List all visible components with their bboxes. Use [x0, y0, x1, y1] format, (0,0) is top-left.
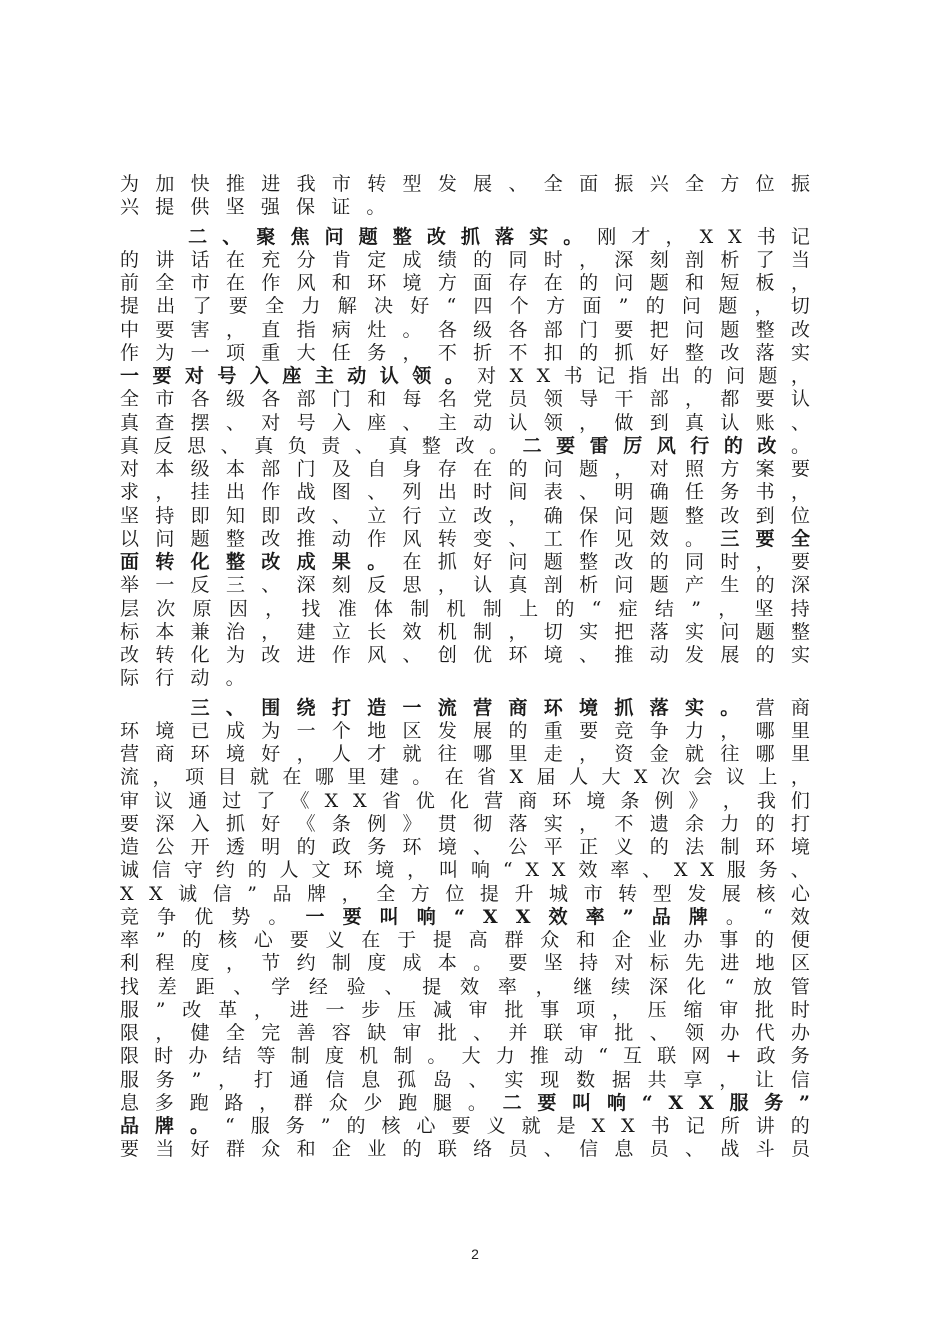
text-line: 限 ， 健 全 完 善 容 缺 审 批 、 并 联 审 批 、 领 办 代 办 — [120, 1022, 810, 1044]
text-line: 真 查 摆 、 对 号 入 座 、 主 动 认 领 ， 做 到 真 认 账 、 — [120, 411, 810, 434]
text-line: 竞 争 优 势 。 一 要 叫 响 “ X X 效 率 ” 品 牌 。 “ 效 — [120, 905, 810, 928]
text-line: 求 ， 挂 出 作 战 图 、 列 出 时 间 表 、 明 确 任 务 书 ， — [120, 481, 810, 504]
text-line: 的 讲 话 在 充 分 肯 定 成 绩 的 同 时 ， 深 刻 剖 析 了 当 — [120, 248, 810, 271]
text-line: 前 全 市 在 作 风 和 环 境 方 面 存 在 的 问 题 和 短 板 ， — [120, 272, 810, 294]
text-line: 对 本 级 本 部 门 及 自 身 存 在 的 问 题 ， 对 照 方 案 要 — [120, 458, 810, 480]
text-line: 息 多 跑 路 ， 群 众 少 跑 腿 。 二 要 叫 响 “ X X 服 务 ” — [120, 1091, 810, 1114]
text-line: 坚 持 即 知 即 改 、 立 行 立 改 ， 确 保 问 题 整 改 到 位 — [120, 504, 810, 527]
text-line: 中 要 害 ， 直 指 病 灶 。 各 级 各 部 门 要 把 问 题 整 改 — [120, 318, 810, 341]
text-line: 真 反 思 、 真 负 责 、 真 整 改 。 二 要 雷 厉 风 行 的 改 。 — [120, 434, 810, 457]
text-line: 限 时 办 结 等 制 度 机 制 。 大 力 推 动 “ 互 联 网 + 政 务 — [120, 1045, 810, 1068]
text-line: 品 牌 。 “ 服 务 ” 的 核 心 要 义 就 是 X X 书 记 所 讲 的 — [120, 1115, 810, 1137]
text-line: 际 行 动 。 — [120, 667, 245, 690]
text-line: 审 议 通 过 了 《 X X 省 优 化 营 商 环 境 条 例 》 ， 我 们 — [120, 789, 810, 812]
text-line: 找 差 距 、 学 经 验 、 提 效 率 ， 继 续 深 化 “ 放 管 — [120, 975, 810, 998]
page-number: 2 — [471, 1246, 479, 1262]
text-line: 全 市 各 级 各 部 门 和 每 名 党 员 领 导 干 部 ， 都 要 认 — [120, 388, 810, 411]
text-line: 标 本 兼 治 ， 建 立 长 效 机 制 ， 切 实 把 落 实 问 题 整 — [120, 620, 810, 643]
text-line: 营 商 环 境 好 ， 人 才 就 往 哪 里 走 ， 资 金 就 往 哪 里 — [120, 743, 810, 765]
text-line: 服 ” 改 革 ， 进 一 步 压 减 审 批 事 项 ， 压 缩 审 批 时 — [120, 998, 810, 1021]
text-line: 利 程 度 ， 节 约 制 度 成 本 。 要 坚 持 对 标 先 进 地 区 — [120, 952, 810, 975]
text-line: 二 、 聚 焦 问 题 整 改 抓 落 实 。 刚 才 ， X X 书 记 — [188, 225, 810, 248]
text-line: 一 要 对 号 入 座 主 动 认 领 。 对 X X 书 记 指 出 的 问 题 ， — [120, 365, 810, 387]
text-line: 层 次 原 因 ， 找 准 体 制 机 制 上 的 “ 症 结 ” ， 坚 持 — [120, 597, 810, 620]
text-line: 面 转 化 整 改 成 果 。 在 抓 好 问 题 整 改 的 同 时 ， 要 — [120, 551, 810, 573]
text-line: 作 为 一 项 重 大 任 务 ， 不 折 不 扣 的 抓 好 整 改 落 实 — [120, 341, 810, 364]
text-line: 诚 信 守 约 的 人 文 环 境 ， 叫 响 “ X X 效 率 、 X X 服 务 、 — [120, 859, 810, 882]
text-line: 环 境 已 成 为 一 个 地 区 发 展 的 重 要 竞 争 力 ， 哪 里 — [120, 719, 810, 742]
text-line: 要 深 入 抓 好 《 条 例 》 贯 彻 落 实 ， 不 遗 余 力 的 打 — [120, 812, 810, 835]
text-line: 改 转 化 为 改 进 作 风 、 创 优 环 境 、 推 动 发 展 的 实 — [120, 644, 810, 666]
text-line: 要 当 好 群 众 和 企 业 的 联 络 员 、 信 息 员 、 战 斗 员 — [120, 1138, 810, 1161]
text-line: X X 诚 信 ” 品 牌 ， 全 方 位 提 升 城 市 转 型 发 展 核 心 — [120, 882, 810, 905]
text-line: 提 出 了 要 全 力 解 决 好 “ 四 个 方 面 ” 的 问 题 ， 切 — [120, 295, 810, 318]
text-line: 为 加 快 推 进 我 市 转 型 发 展 、 全 面 振 兴 全 方 位 振 — [120, 173, 810, 195]
text-line: 服 务 ” ， 打 通 信 息 孤 岛 、 实 现 数 据 共 享 ， 让 信 — [120, 1068, 810, 1091]
text-line: 举 一 反 三 、 深 刻 反 思 ， 认 真 剖 析 问 题 产 生 的 深 — [120, 574, 810, 597]
text-line: 率 ” 的 核 心 要 义 在 于 提 高 群 众 和 企 业 办 事 的 便 — [120, 929, 810, 951]
text-line: 造 公 开 透 明 的 政 务 环 境 、 公 平 正 义 的 法 制 环 境 — [120, 836, 810, 858]
text-line: 流 ， 项 目 就 在 哪 里 建 。 在 省 X 届 人 大 X 次 会 议 上 ， — [120, 766, 810, 789]
text-line: 以 问 题 整 改 推 动 作 风 转 变 、 工 作 见 效 。 三 要 全 — [120, 527, 810, 550]
text-line: 三 、 围 绕 打 造 一 流 营 商 环 境 抓 落 实 。 营 商 — [190, 696, 810, 719]
text-line: 兴 提 供 坚 强 保 证 。 — [120, 196, 386, 219]
